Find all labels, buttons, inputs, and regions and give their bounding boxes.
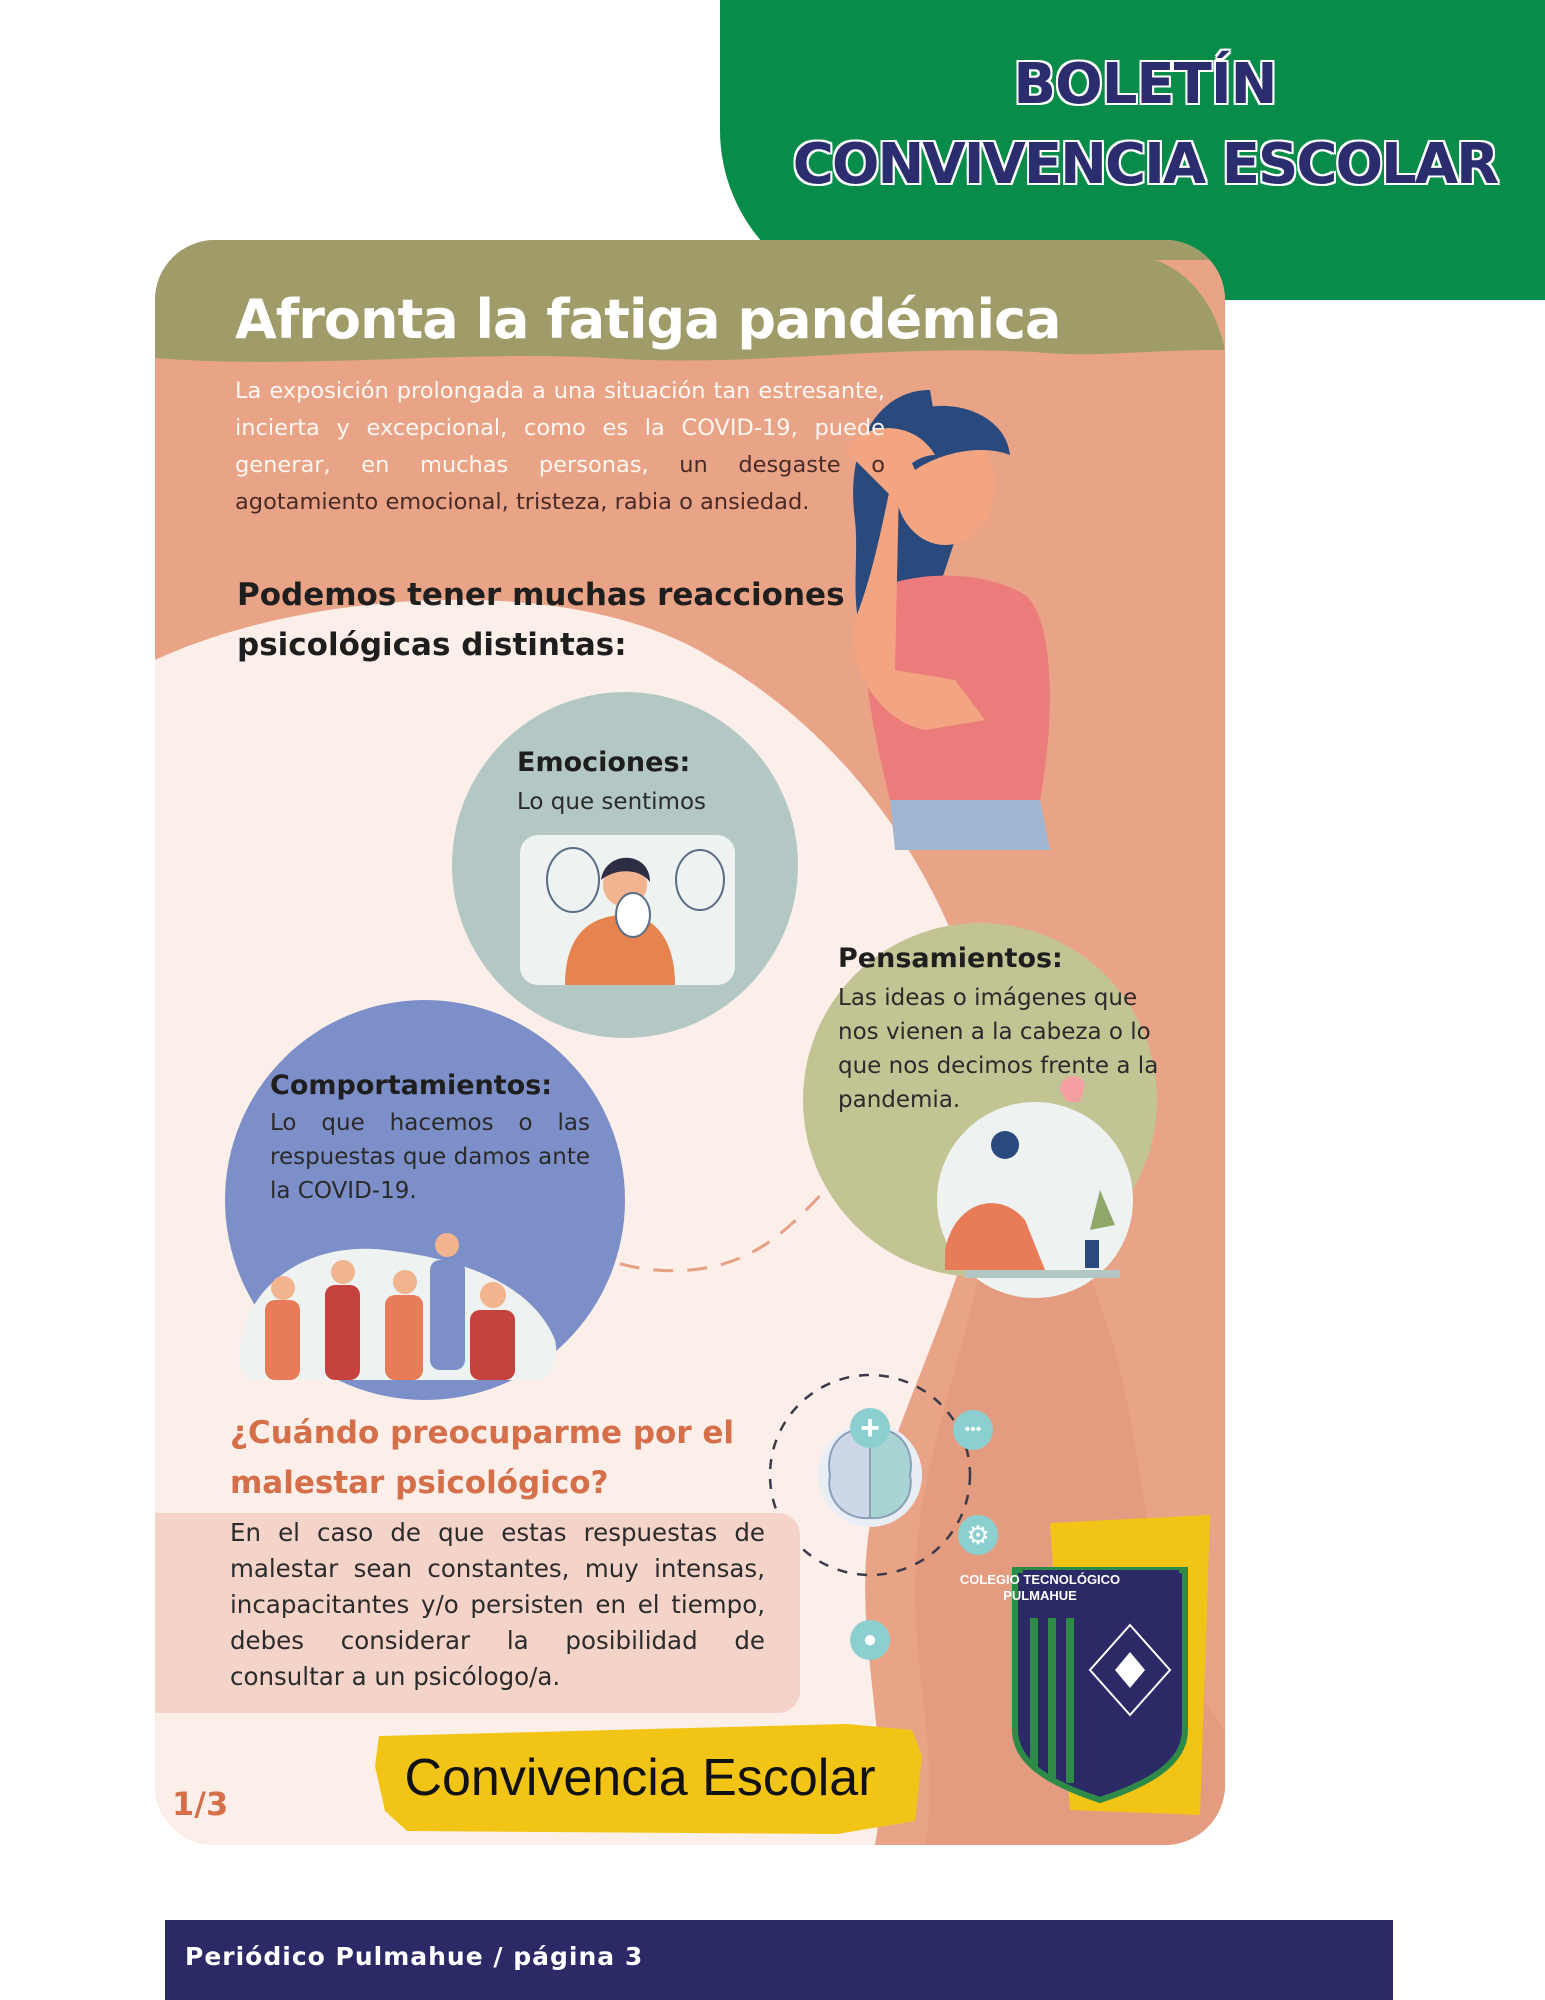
footer-text: Periódico Pulmahue / página 3	[185, 1942, 644, 1971]
pensamientos-heading: Pensamientos:	[838, 943, 1063, 974]
page-fraction: 1/3	[172, 1785, 229, 1823]
convivencia-tag-label: Convivencia Escolar	[404, 1749, 876, 1807]
reactions-heading: Podemos tener muchas reacciones psicológicas distintas:	[237, 577, 845, 663]
comportamientos-heading: Comportamientos:	[270, 1070, 553, 1101]
bulletin-title-line1: BOLETÍN	[1013, 52, 1277, 117]
gear-icon: ⚙	[958, 1515, 998, 1555]
warning-text: En el caso de que estas respuestas de malestar sean constantes, muy intensas, incapacitantes y/o persisten en el tiempo, debes considerar la posibilidad de consultar a un psicólogo/a.	[230, 1518, 765, 1691]
bulletin-title-line2: CONVIVENCIA ESCOLAR	[792, 132, 1498, 197]
emociones-text: Lo que sentimos	[517, 789, 707, 815]
school-name	[950, 1572, 1130, 1604]
plus-icon: +	[850, 1408, 890, 1448]
masks-illustration	[520, 835, 735, 985]
school-name-line1: COLEGIO TECNOLÓGICO	[959, 1572, 1121, 1587]
emociones-heading: Emociones:	[517, 747, 691, 778]
card-title: Afronta la fatiga pandémica	[235, 288, 1061, 351]
question-heading: ¿Cuándo preocuparme por el malestar psicológico?	[230, 1415, 735, 1501]
intro-paragraph	[235, 373, 885, 521]
intro-emphasis-text: un desgaste o agotamiento emocional, tristeza, rabia o ansiedad.	[235, 452, 885, 515]
pensamientos-text: Las ideas o imágenes que nos vienen a la cabeza o lo que nos decimos frente a la pandemia.	[838, 985, 1159, 1113]
comportamientos-text: Lo que hacemos o las respuestas que damos ante la COVID-19.	[270, 1110, 590, 1204]
intro-plain-text: La exposición prolongada a una situación tan estresante, incierta y excepcional, como es la COVID-19, puede generar, en muchas personas,	[235, 378, 885, 478]
school-shield-logo	[1015, 1570, 1185, 1800]
chat-icon: •••	[953, 1410, 993, 1450]
school-name-line2: PULMAHUE	[1003, 1588, 1077, 1603]
lightbulb-icon: ●	[850, 1620, 890, 1660]
infographic-card	[155, 240, 1225, 1845]
